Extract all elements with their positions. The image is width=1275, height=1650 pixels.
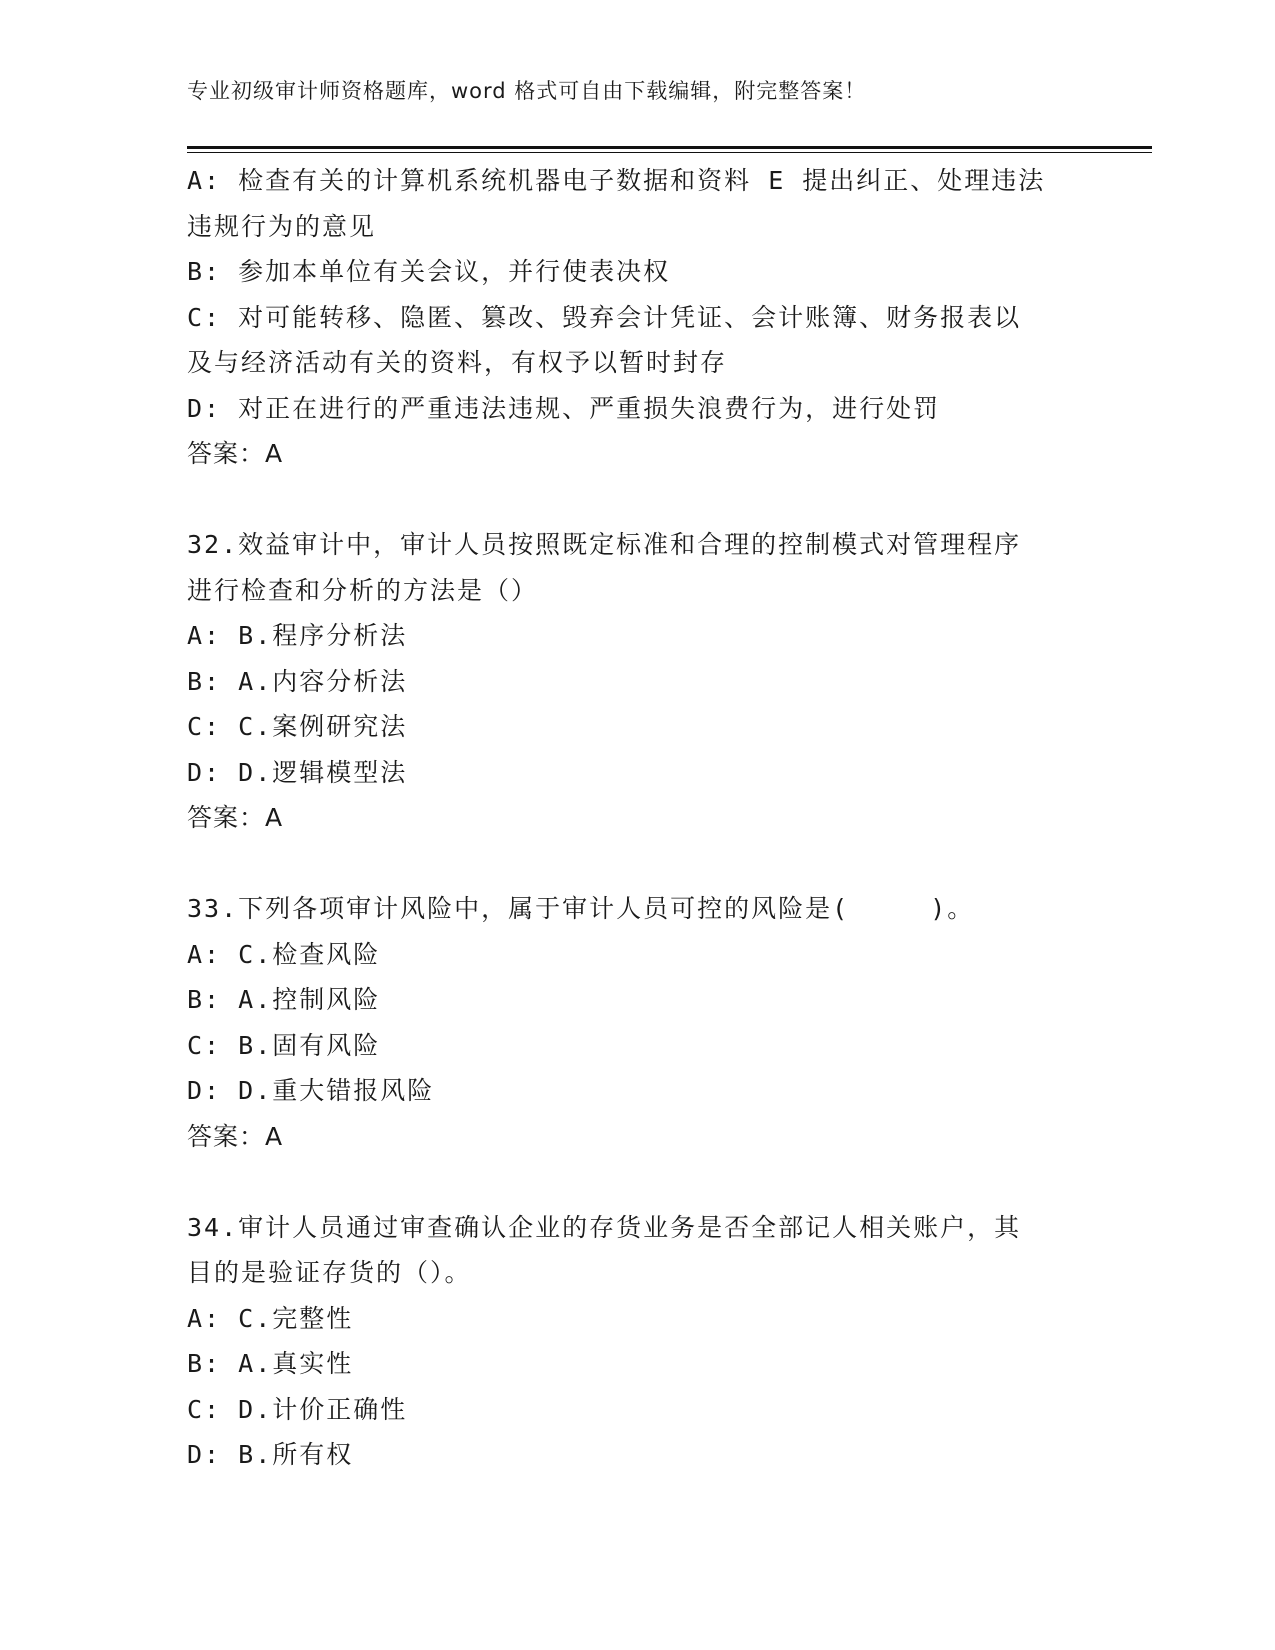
- text-line: B: A.内容分析法: [187, 666, 408, 696]
- text-line: A: C.完整性: [187, 1303, 354, 1333]
- text-line: C: 对可能转移、隐匿、篡改、毁弃会计凭证、会计账簿、财务报表以: [187, 302, 1022, 332]
- header-divider-thick: [187, 146, 1152, 149]
- text-line: 进行检查和分析的方法是（）: [187, 575, 539, 605]
- text-line: C: D.计价正确性: [187, 1394, 408, 1424]
- answer-line: 答案：A: [187, 1121, 284, 1151]
- text-line: 目的是验证存货的（）。: [187, 1258, 472, 1287]
- page-header: 专业初级审计师资格题库，word 格式可自由下载编辑，附完整答案！: [187, 79, 867, 103]
- text-line: B: 参加本单位有关会议，并行使表决权: [187, 257, 671, 286]
- text-line: 违规行为的意见: [187, 211, 377, 241]
- question-content: [187, 158, 1087, 1478]
- text-line: A: 检查有关的计算机系统机器电子数据和资料 E 提出纠正、处理违法: [187, 166, 1046, 195]
- text-line: D: 对正在进行的严重违法违规、严重损失浪费行为，进行处罚: [187, 393, 941, 423]
- text-line: 及与经济活动有关的资料，有权予以暂时封存: [187, 348, 728, 377]
- answer-line: 答案：A: [187, 439, 284, 468]
- text-line: C: B.固有风险: [187, 1030, 381, 1060]
- text-line: B: A.真实性: [187, 1349, 354, 1378]
- blank-line: [187, 477, 1087, 523]
- blank-line: [187, 841, 1087, 887]
- text-line: 34.审计人员通过审查确认企业的存货业务是否全部记人相关账户，其: [187, 1212, 1022, 1242]
- text-line: D: B.所有权: [187, 1440, 354, 1469]
- text-line: 33.下列各项审计风险中，属于审计人员可控的风险是( )。: [187, 894, 975, 923]
- text-line: 32.效益审计中，审计人员按照既定标准和合理的控制模式对管理程序: [187, 530, 1022, 559]
- header-divider-thin: [187, 152, 1152, 153]
- text-line: C: C.案例研究法: [187, 712, 408, 741]
- text-line: A: B.程序分析法: [187, 621, 408, 650]
- text-line: B: A.控制风险: [187, 985, 381, 1014]
- text-line: D: D.逻辑模型法: [187, 757, 408, 787]
- text-line: A: C.检查风险: [187, 939, 381, 969]
- answer-line: 答案：A: [187, 803, 284, 832]
- blank-line: [187, 1159, 1087, 1205]
- text-line: D: D.重大错报风险: [187, 1076, 435, 1105]
